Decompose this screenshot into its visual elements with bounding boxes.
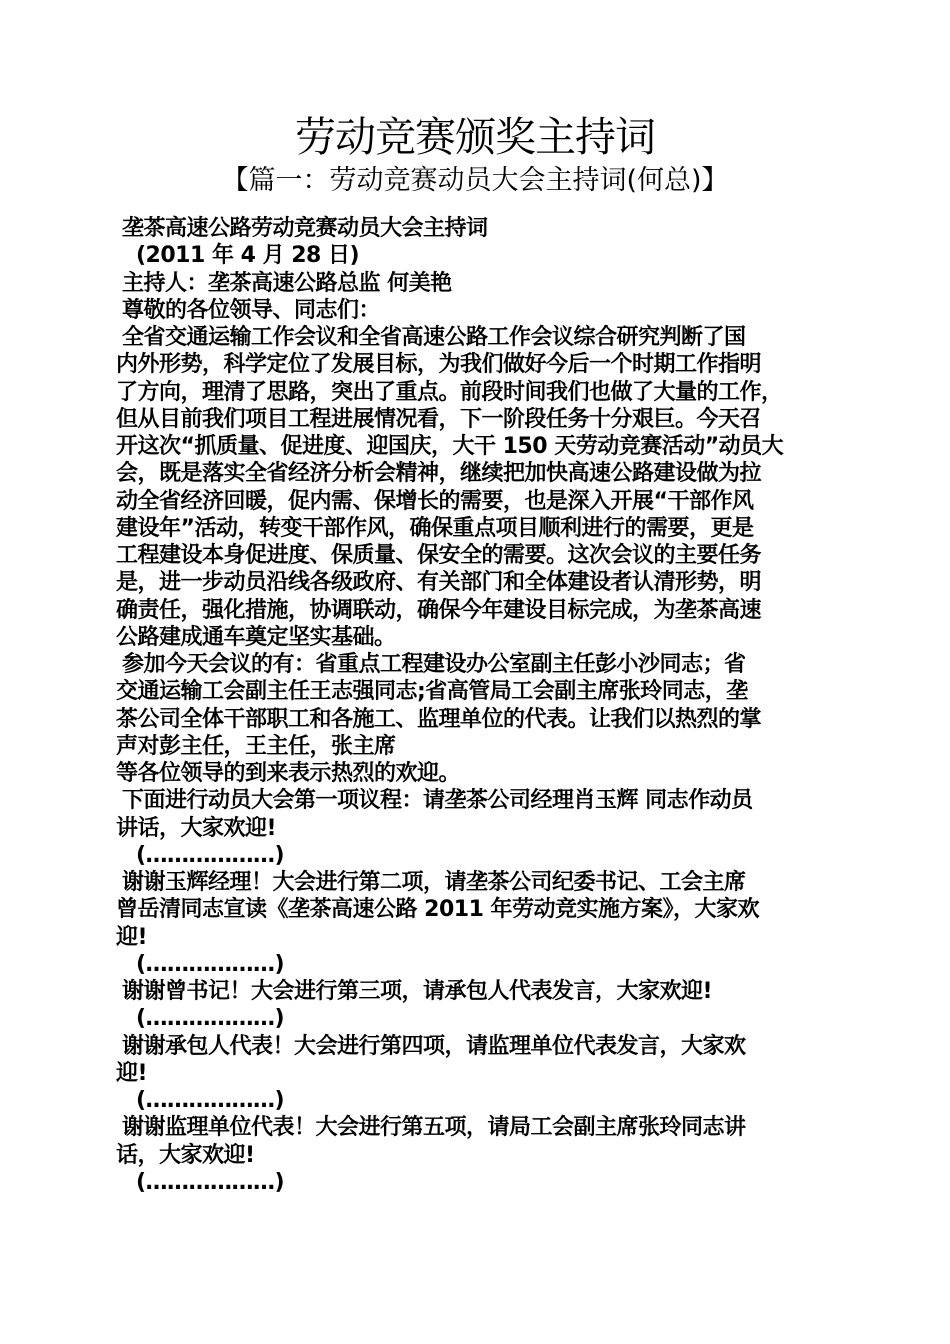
paragraph-line: 讲话，大家欢迎! [116,815,277,841]
paragraph-line: 工程建设本身促进度、保质量、保安全的需要。这次会议的主要任务 [116,543,762,568]
paragraph-line: 声对彭主任，王主任，张主席 [116,733,396,759]
paragraph-line: 了方向，理清了思路，突出了重点。前段时间我们也做了大量的工作， [116,379,783,405]
paragraph-line: 但从目前我们项目工程进展情况看，下一阶段任务十分艰巨。今天召 [116,406,762,432]
paragraph-line: 下面进行动员大会第一项议程：请垄茶公司经理肖玉辉 同志作动员 [122,788,753,814]
document-title: 劳动竞赛颁奖主持词 [295,113,655,161]
paragraph-line: 是，进一步动员沿线各级政府、有关部门和全体建设者认清形势，明 [116,570,762,596]
placeholder-line: (………………) [136,951,285,977]
paragraph-line: 全省交通运输工作会议和全省高速公路工作会议综合研究判断了国 [122,325,746,350]
paragraph-line: 话，大家欢迎! [116,1142,255,1168]
paragraph-line: 迎! [116,1060,148,1086]
placeholder-line: (………………) [136,842,285,868]
document-body [116,215,840,1196]
paragraph-line: 交通运输工会副主任王志强同志;省高管局工会副主席张玲同志，垄 [116,679,748,705]
paragraph-line: 谢谢监理单位代表！大会进行第五项，请局工会副主席张玲同志讲 [122,1115,746,1141]
paragraph-line: 公路建成通车奠定坚实基础。 [116,624,396,650]
paragraph-line: 参加今天会议的有：省重点工程建设办公室副主任彭小沙同志；省 [122,652,746,677]
placeholder-line: (………………) [136,1006,285,1032]
paragraph-line: 确责任，强化措施，协调联动，确保今年建设目标完成，为垄茶高速 [116,597,762,623]
paragraph-line: 谢谢承包人代表！大会进行第四项，请监理单位代表发言，大家欢 [122,1033,746,1059]
paragraph-line: 内外形势，科学定位了发展目标，为我们做好今后一个时期工作指明 [116,352,762,378]
paragraph-line: 茶公司全体干部职工和各施工、监理单位的代表。让我们以热烈的掌 [116,706,762,732]
paragraph-line: 开这次“抓质量、促进度、迎国庆，大干 150 天劳动竞赛活动”动员大 [116,434,784,459]
host-line: 主持人：垄茶高速公路总监 何美艳 [122,270,452,296]
paragraph-line: 迎! [116,924,148,950]
placeholder-line: (………………) [136,1088,285,1113]
paragraph-line: 等各位领导的到来表示热烈的欢迎。 [116,761,461,786]
salutation-line: 尊敬的各位领导、同志们： [122,297,381,323]
paragraph-line: 动全省经济回暖，促内需、保增长的需要，也是深入开展“干部作风 [116,488,754,514]
placeholder-line: (………………) [136,1169,285,1195]
paragraph-line: 建设年”活动，转变干部作风，确保重点项目顺利进行的需要，更是 [116,515,754,541]
heading-line: 垄茶高速公路劳动竞赛动员大会主持词 [122,216,488,241]
paragraph-line: 会，既是落实全省经济分析会精神，继续把加快高速公路建设做为拉 [116,461,762,487]
document-subtitle: 【篇一：劳动竞赛动员大会主持词(何总)】 [221,165,729,196]
paragraph-line: 谢谢玉辉经理！大会进行第二项，请垄茶公司纪委书记、工会主席 [122,870,746,895]
date-line: (2011 年 4 月 28 日) [136,243,360,269]
paragraph-line: 曾岳清同志宣读《垄茶高速公路 2011 年劳动竞实施方案》，大家欢 [116,897,760,923]
paragraph-line: 谢谢曾书记！大会进行第三项，请承包人代表发言，大家欢迎! [122,979,713,1004]
